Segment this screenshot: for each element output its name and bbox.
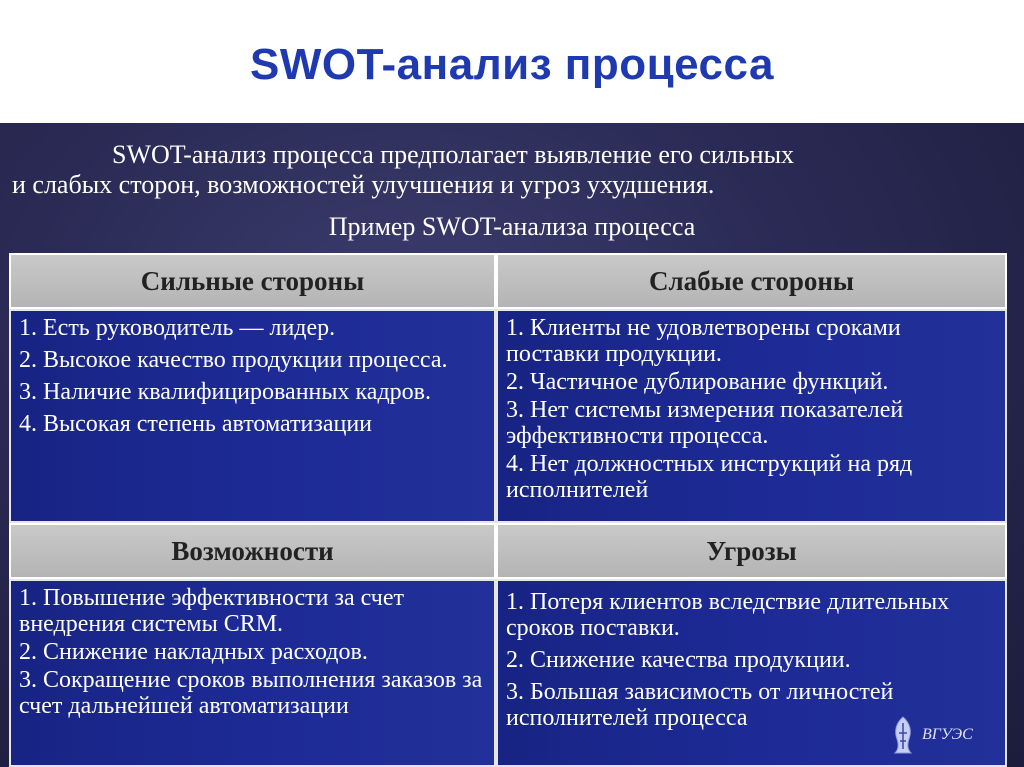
list-item: 2. Частичное дублирование функций. [506,369,889,395]
threats-header: Угрозы [496,523,1007,579]
slide-title: SWOT-анализ процесса [249,40,775,89]
intro-line-2: и слабых сторон, возможностей улучшения и угроз ухудшения. [12,170,715,199]
list-item: 4. Нет должностных инструкций на ряд исполнителей [506,451,913,503]
title-band [0,0,1024,123]
strengths-header: Сильные стороны [9,253,496,309]
list-item: 1. Есть руководитель — лидер. [19,315,336,341]
list-item: 3. Большая зависимость от личностей исполнителей процесса [506,679,894,731]
list-item: 2. Высокое качество продукции процесса. [19,347,448,373]
swot-table [9,253,1007,767]
emblem-icon [888,715,918,755]
intro-text [12,140,1012,200]
opportunities-cell [9,579,496,767]
list-item: 2. Снижение качества продукции. [506,647,851,673]
list-item: 2. Снижение накладных расходов. [19,639,368,665]
list-item: 1. Клиенты не удовлетворены сроками поставки продукции. [506,315,901,367]
list-item: 3. Сокращение сроков выполнения заказов за счет дальнейшей автоматизации [19,667,483,719]
logo-text: ВГУЭС [922,726,973,743]
intro-line-1: SWOT-анализ процесса предполагает выявление его сильных [112,140,795,169]
strengths-cell [9,309,496,523]
opportunities-header: Возможности [9,523,496,579]
list-item: 4. Высокая степень автоматизации [19,411,373,437]
table-caption: Пример SWOT-анализа процесса [328,212,696,241]
weaknesses-header: Слабые стороны [496,253,1007,309]
university-logo [888,715,998,755]
list-item: 1. Потеря клиентов вследствие длительных сроков поставки. [506,589,950,641]
weaknesses-cell [496,309,1007,523]
list-item: 1. Повышение эффективности за счет внедрения системы CRM. [19,585,404,637]
list-item: 3. Наличие квалифицированных кадров. [19,379,431,405]
list-item: 3. Нет системы измерения показателей эффективности процесса. [506,397,904,449]
